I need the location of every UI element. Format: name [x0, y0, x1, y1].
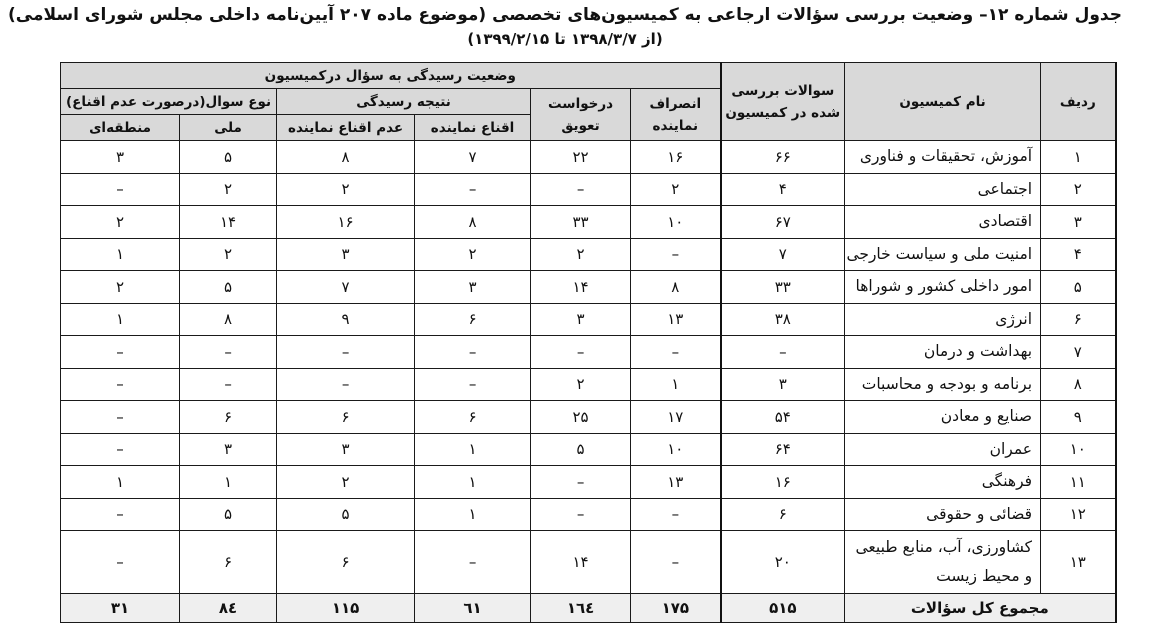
document-header — [0, 2, 1150, 50]
postponement-count: ۲۲ — [531, 141, 631, 174]
questions-reviewed: ۴ — [721, 173, 845, 206]
total-regional: ۳۱ — [61, 594, 180, 623]
row-number: ۵ — [1041, 271, 1116, 304]
row-number: ۱ — [1041, 141, 1116, 174]
commission-name: کشاورزی، آب، منابع طبیعی و محیط زیست — [845, 531, 1041, 594]
national-count: ۲ — [180, 238, 277, 271]
regional-count: ۱ — [61, 466, 180, 499]
withdrawal-count: – — [631, 238, 721, 271]
questions-reviewed: ۲۰ — [721, 531, 845, 594]
withdrawal-count: ۸ — [631, 271, 721, 304]
not-convinced-count: ۷ — [277, 271, 415, 304]
row-number: ۱۱ — [1041, 466, 1116, 499]
convinced-count: – — [415, 336, 531, 369]
postponement-count: ۳۳ — [531, 206, 631, 239]
national-count: ۶ — [180, 531, 277, 594]
national-count: ۱ — [180, 466, 277, 499]
convinced-count: ۱ — [415, 433, 531, 466]
commission-name: امنیت ملی و سیاست خارجی — [845, 238, 1041, 271]
questions-reviewed: ۳۳ — [721, 271, 845, 304]
regional-count: – — [61, 173, 180, 206]
postponement-count: ۱۴ — [531, 271, 631, 304]
header-not-convinced: عدم اقناع نماینده — [277, 115, 415, 141]
total-label: مجموع کل سؤالات — [845, 594, 1116, 623]
not-convinced-count: ۵ — [277, 498, 415, 531]
convinced-count: ۸ — [415, 206, 531, 239]
regional-count: – — [61, 401, 180, 434]
table-row — [61, 173, 1116, 206]
header-national: ملی — [180, 115, 277, 141]
national-count: ۶ — [180, 401, 277, 434]
regional-count: ۱ — [61, 303, 180, 336]
postponement-count: ۲۵ — [531, 401, 631, 434]
table-row — [61, 141, 1116, 174]
commission-questions-table — [60, 62, 1117, 623]
row-number: ۹ — [1041, 401, 1116, 434]
commission-name: انرژی — [845, 303, 1041, 336]
questions-reviewed: ۶ — [721, 498, 845, 531]
not-convinced-count: ۲ — [277, 466, 415, 499]
questions-reviewed: ۳۸ — [721, 303, 845, 336]
convinced-count: ۶ — [415, 303, 531, 336]
total-convinced: ٦١ — [415, 594, 531, 623]
national-count: ۳ — [180, 433, 277, 466]
total-withdrawal: ۱۷۵ — [631, 594, 721, 623]
national-count: ۲ — [180, 173, 277, 206]
row-number: ۱۳ — [1041, 531, 1116, 594]
not-convinced-count: – — [277, 368, 415, 401]
header-row-number: ردیف — [1041, 63, 1116, 141]
postponement-count: ۳ — [531, 303, 631, 336]
row-number: ۱۰ — [1041, 433, 1116, 466]
national-count: ۵ — [180, 141, 277, 174]
withdrawal-count: ۱۰ — [631, 433, 721, 466]
row-number: ۳ — [1041, 206, 1116, 239]
header-regional: منطقه‌ای — [61, 115, 180, 141]
row-number: ۲ — [1041, 173, 1116, 206]
header-withdrawal: انصراف نماینده — [631, 89, 721, 141]
commission-name: آموزش، تحقیقات و فناوری — [845, 141, 1041, 174]
table-row — [61, 271, 1116, 304]
withdrawal-count: ۱ — [631, 368, 721, 401]
table-row — [61, 433, 1116, 466]
withdrawal-count: ۱۳ — [631, 303, 721, 336]
national-count: – — [180, 336, 277, 369]
questions-reviewed: ۱۶ — [721, 466, 845, 499]
not-convinced-count: ۹ — [277, 303, 415, 336]
national-count: ۵ — [180, 271, 277, 304]
withdrawal-count: ۱۳ — [631, 466, 721, 499]
header-status-group: وضعیت رسیدگی به سؤال درکمیسیون — [61, 63, 721, 89]
total-postponement: ۱٦٤ — [531, 594, 631, 623]
not-convinced-count: ۶ — [277, 531, 415, 594]
regional-count: – — [61, 498, 180, 531]
convinced-count: ۱ — [415, 498, 531, 531]
not-convinced-count: ۳ — [277, 433, 415, 466]
commission-name: قضائی و حقوقی — [845, 498, 1041, 531]
commission-name: اجتماعی — [845, 173, 1041, 206]
row-number: ۸ — [1041, 368, 1116, 401]
withdrawal-count: – — [631, 498, 721, 531]
postponement-count: – — [531, 336, 631, 369]
national-count: – — [180, 368, 277, 401]
not-convinced-count: ۶ — [277, 401, 415, 434]
row-number: ۶ — [1041, 303, 1116, 336]
header-questions-reviewed: سوالات بررسی شده در کمیسیون — [721, 63, 845, 141]
withdrawal-count: – — [631, 531, 721, 594]
row-number: ۴ — [1041, 238, 1116, 271]
table-row — [61, 336, 1116, 369]
not-convinced-count: ۱۶ — [277, 206, 415, 239]
table-row — [61, 368, 1116, 401]
header-type-group: نوع سوال(درصورت عدم اقناع) — [61, 89, 277, 115]
commission-name: برنامه و بودجه و محاسبات — [845, 368, 1041, 401]
regional-count: ۳ — [61, 141, 180, 174]
postponement-count: ۲ — [531, 368, 631, 401]
questions-reviewed: ۶۴ — [721, 433, 845, 466]
national-count: ۱۴ — [180, 206, 277, 239]
commission-name: صنایع و معادن — [845, 401, 1041, 434]
regional-count: ۲ — [61, 271, 180, 304]
table-row — [61, 238, 1116, 271]
questions-reviewed: ۶۷ — [721, 206, 845, 239]
questions-reviewed: ۶۶ — [721, 141, 845, 174]
postponement-count: ۵ — [531, 433, 631, 466]
header-postponement: درخواست تعویق — [531, 89, 631, 141]
national-count: ۵ — [180, 498, 277, 531]
table-row — [61, 498, 1116, 531]
questions-reviewed: ۵۴ — [721, 401, 845, 434]
table-row — [61, 401, 1116, 434]
total-row — [61, 594, 1116, 623]
questions-reviewed: ۷ — [721, 238, 845, 271]
not-convinced-count: ۳ — [277, 238, 415, 271]
withdrawal-count: – — [631, 336, 721, 369]
commission-name: عمران — [845, 433, 1041, 466]
not-convinced-count: ۸ — [277, 141, 415, 174]
convinced-count: ۶ — [415, 401, 531, 434]
convinced-count: – — [415, 368, 531, 401]
total-questions-reviewed: ۵۱۵ — [721, 594, 845, 623]
not-convinced-count: – — [277, 336, 415, 369]
commission-name: بهداشت و درمان — [845, 336, 1041, 369]
convinced-count: ۲ — [415, 238, 531, 271]
questions-reviewed: ۳ — [721, 368, 845, 401]
row-number: ۷ — [1041, 336, 1116, 369]
table-title: جدول شماره ۱۲– وضعیت بررسی سؤالات ارجاعی به کمیسیون‌های تخصصی (موضوع ماده ۲۰۷ آیین‌نامه داخلی مجلس شورای اسلامی) — [8, 5, 1122, 25]
postponement-count: – — [531, 173, 631, 206]
header-commission-name: نام کمیسیون — [845, 63, 1041, 141]
commission-name: فرهنگی — [845, 466, 1041, 499]
questions-reviewed: – — [721, 336, 845, 369]
commission-name: اقتصادی — [845, 206, 1041, 239]
withdrawal-count: ۱۰ — [631, 206, 721, 239]
total-not-convinced: ۱۱۵ — [277, 594, 415, 623]
national-count: ۸ — [180, 303, 277, 336]
postponement-count: ۱۴ — [531, 531, 631, 594]
not-convinced-count: ۲ — [277, 173, 415, 206]
table-row — [61, 303, 1116, 336]
row-number: ۱۲ — [1041, 498, 1116, 531]
total-national: ۸٤ — [180, 594, 277, 623]
convinced-count: ۳ — [415, 271, 531, 304]
table-row — [61, 531, 1116, 594]
withdrawal-count: ۲ — [631, 173, 721, 206]
withdrawal-count: ۱۶ — [631, 141, 721, 174]
postponement-count: – — [531, 498, 631, 531]
convinced-count: ۷ — [415, 141, 531, 174]
regional-count: – — [61, 433, 180, 466]
convinced-count: – — [415, 173, 531, 206]
regional-count: – — [61, 368, 180, 401]
commission-name: امور داخلی کشور و شوراها — [845, 271, 1041, 304]
convinced-count: ۱ — [415, 466, 531, 499]
regional-count: ۱ — [61, 238, 180, 271]
postponement-count: ۲ — [531, 238, 631, 271]
regional-count: ۲ — [61, 206, 180, 239]
header-result-group: نتیجه رسیدگی — [277, 89, 531, 115]
header-convinced: اقناع نماینده — [415, 115, 531, 141]
regional-count: – — [61, 336, 180, 369]
table-row — [61, 206, 1116, 239]
convinced-count: – — [415, 531, 531, 594]
table-date-range: (از ۱۳۹۸/۳/۷ تا ۱۳۹۹/۲/۱۵) — [467, 30, 663, 48]
postponement-count: – — [531, 466, 631, 499]
regional-count: – — [61, 531, 180, 594]
table-row — [61, 466, 1116, 499]
withdrawal-count: ۱۷ — [631, 401, 721, 434]
